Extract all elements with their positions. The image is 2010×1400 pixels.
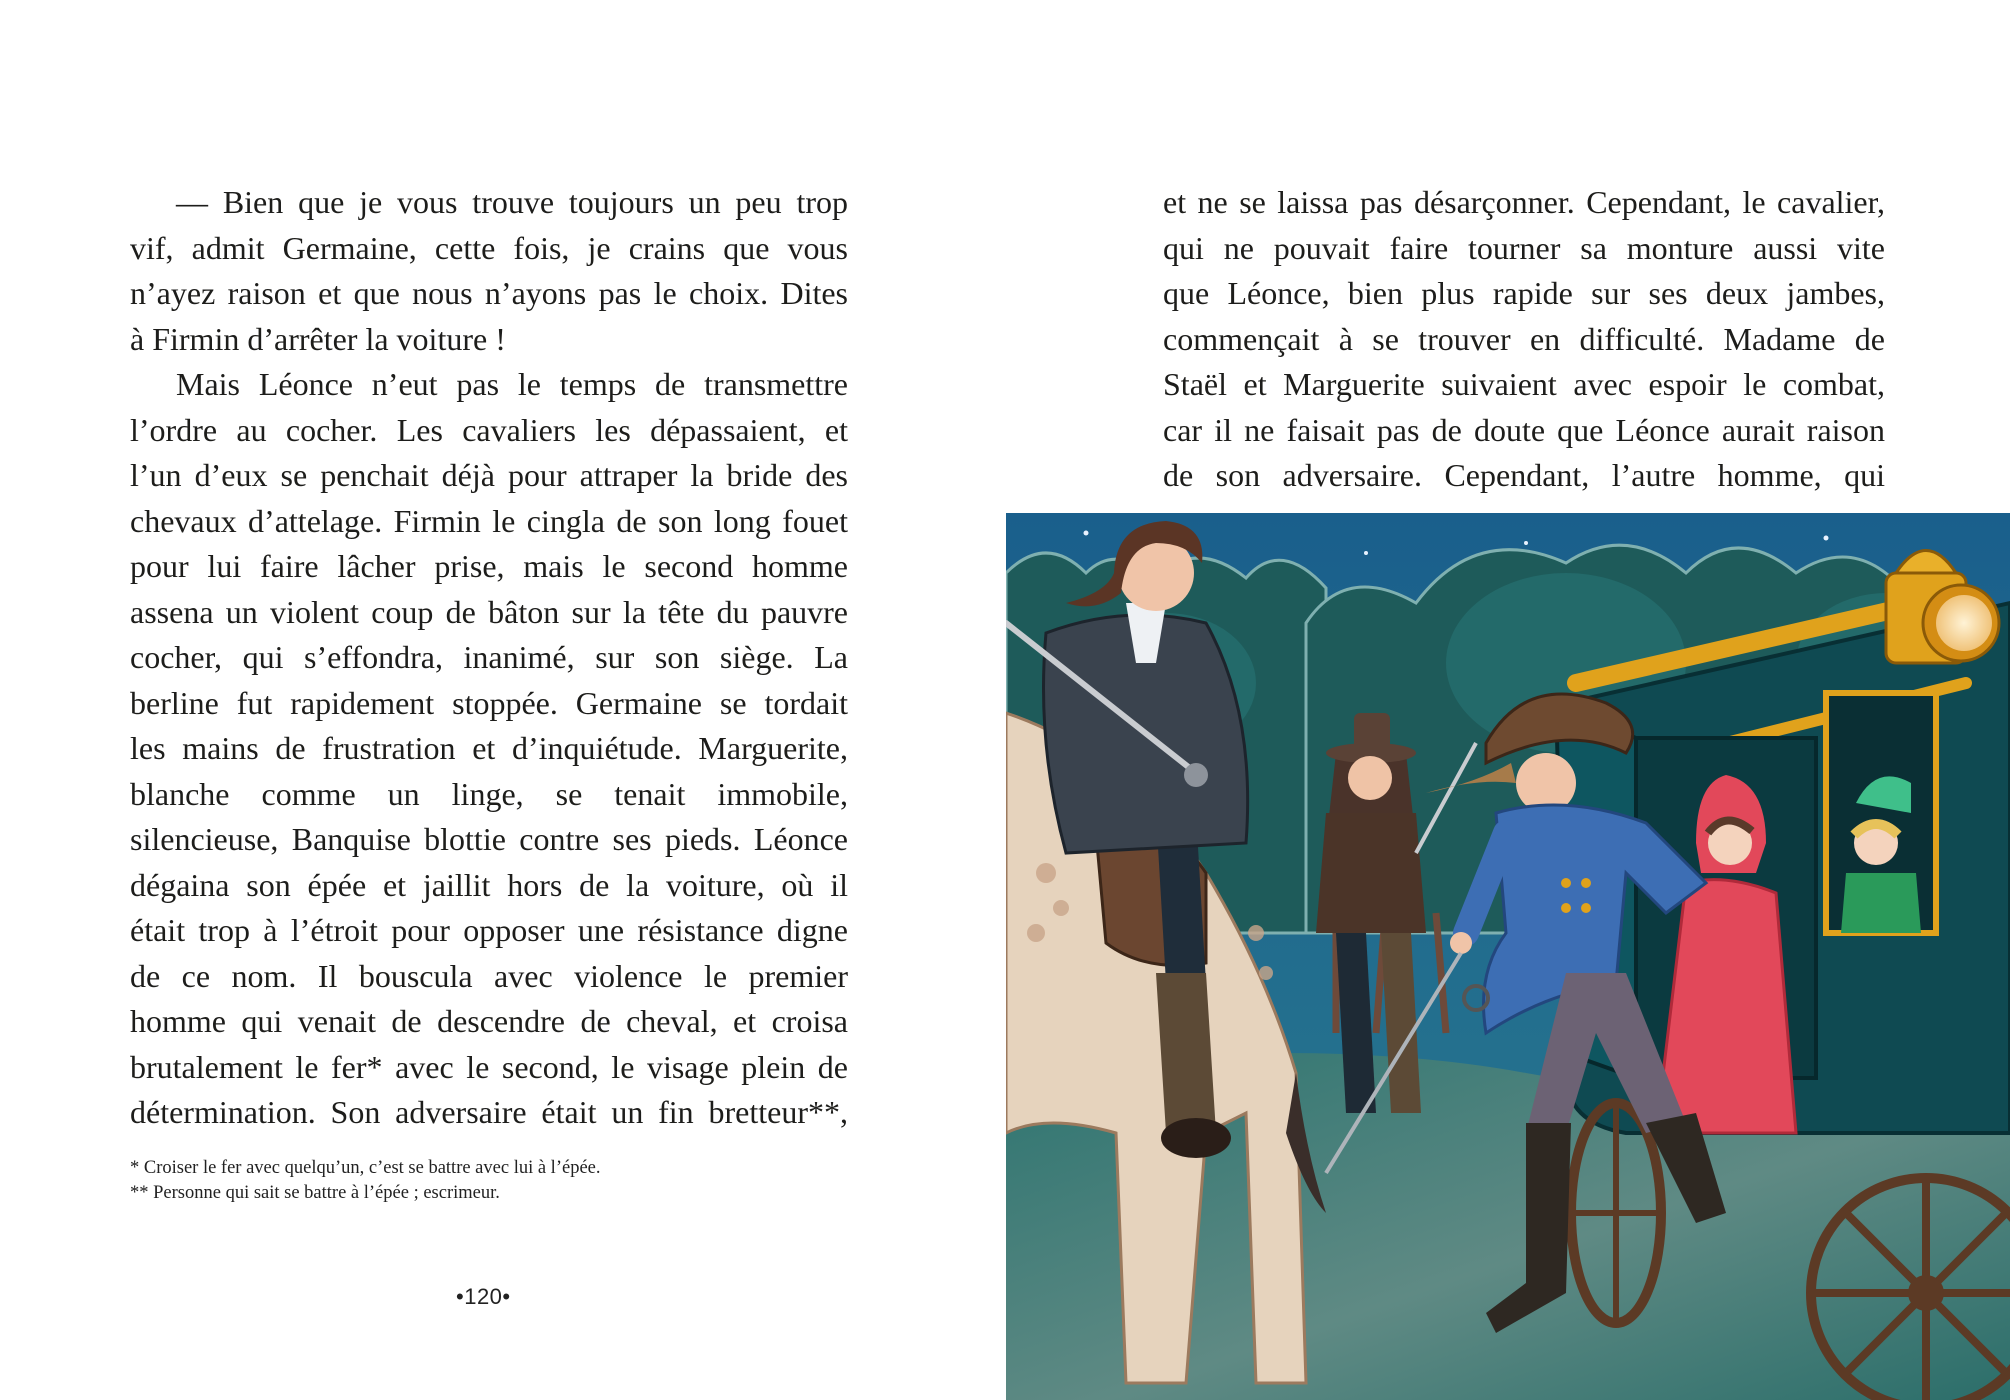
text-line: vif, admit Germaine, cette fois, je crains que vous [130, 229, 848, 266]
text-line: qui ne pouvait faire tourner sa monture aussi vite [1163, 229, 1885, 266]
right-page [1005, 0, 2010, 1400]
text-line: — Bien que je vous trouve toujours un peu trop [176, 184, 848, 220]
text-line: berline fut rapidement stoppée. Germaine se tordait [130, 684, 848, 721]
text-line: Mais Léonce n’eut pas le temps de transmettre [176, 366, 848, 402]
text-line: chevaux d’attelage. Firmin le cingla de son long fouet [130, 502, 848, 539]
text-line: était trop à l’étroit pour opposer une résistance digne [130, 912, 848, 948]
text-line: brutalement le fer* avec le second, le visage plein de [130, 1048, 848, 1085]
text-line: l’un d’eux se penchait déjà pour attraper la bride des [130, 457, 848, 493]
text-line: assena un violent coup de bâton sur la tête du pauvre [130, 593, 848, 630]
text-line: à Firmin d’arrêter la voiture ! [130, 320, 506, 357]
text-line: n’ayez raison et que nous n’ayons pas le choix. Dites [130, 275, 848, 311]
text-line: homme qui venait de descendre de cheval, et croisa [130, 1003, 848, 1039]
text-line: que Léonce, bien plus rapide sur ses deux jambes, [1163, 275, 1885, 311]
left-page-body-text [130, 180, 848, 1136]
footnote-2: ** Personne qui sait se battre à l’épée ; escrimeur. [130, 1183, 500, 1203]
text-line: de son adversaire. Cependant, l’autre homme, qui [1163, 457, 1885, 493]
text-line: et ne se laissa pas désarçonner. Cependant, le cavalier, [1163, 184, 1885, 220]
text-line: car il ne faisait pas de doute que Léonce aurait raison [1163, 411, 1885, 448]
text-line: cocher, qui s’effondra, inanimé, sur son siège. La [130, 639, 848, 675]
carriage-duel-illustration [1006, 513, 2010, 1400]
text-line: blanche comme un linge, se tenait immobile, [130, 775, 848, 812]
right-page-body-text [1163, 180, 1885, 499]
text-line: détermination. Son adversaire était un fin bretteur**, [130, 1094, 848, 1130]
footnotes [130, 1156, 601, 1206]
page-number: •120• [456, 1284, 511, 1309]
text-line: silencieuse, Banquise blottie contre ses pieds. Léonce [130, 821, 848, 857]
text-line: dégaina son épée et jaillit hors de la voiture, où il [130, 866, 848, 903]
text-line: Staël et Marguerite suivaient avec espoir le combat, [1163, 366, 1885, 402]
text-line: pour lui faire lâcher prise, mais le second homme [130, 548, 848, 584]
footnote-1: * Croiser le fer avec quelqu’un, c’est se battre avec lui à l’épée. [130, 1158, 601, 1178]
text-line: l’ordre au cocher. Les cavaliers les dépassaient, et [130, 411, 848, 448]
text-line: de ce nom. Il bouscula avec violence le premier [130, 957, 848, 994]
text-line: commençait à se trouver en difficulté. Madame de [1163, 320, 1885, 357]
text-line: les mains de frustration et d’inquiétude. Marguerite, [130, 730, 848, 766]
